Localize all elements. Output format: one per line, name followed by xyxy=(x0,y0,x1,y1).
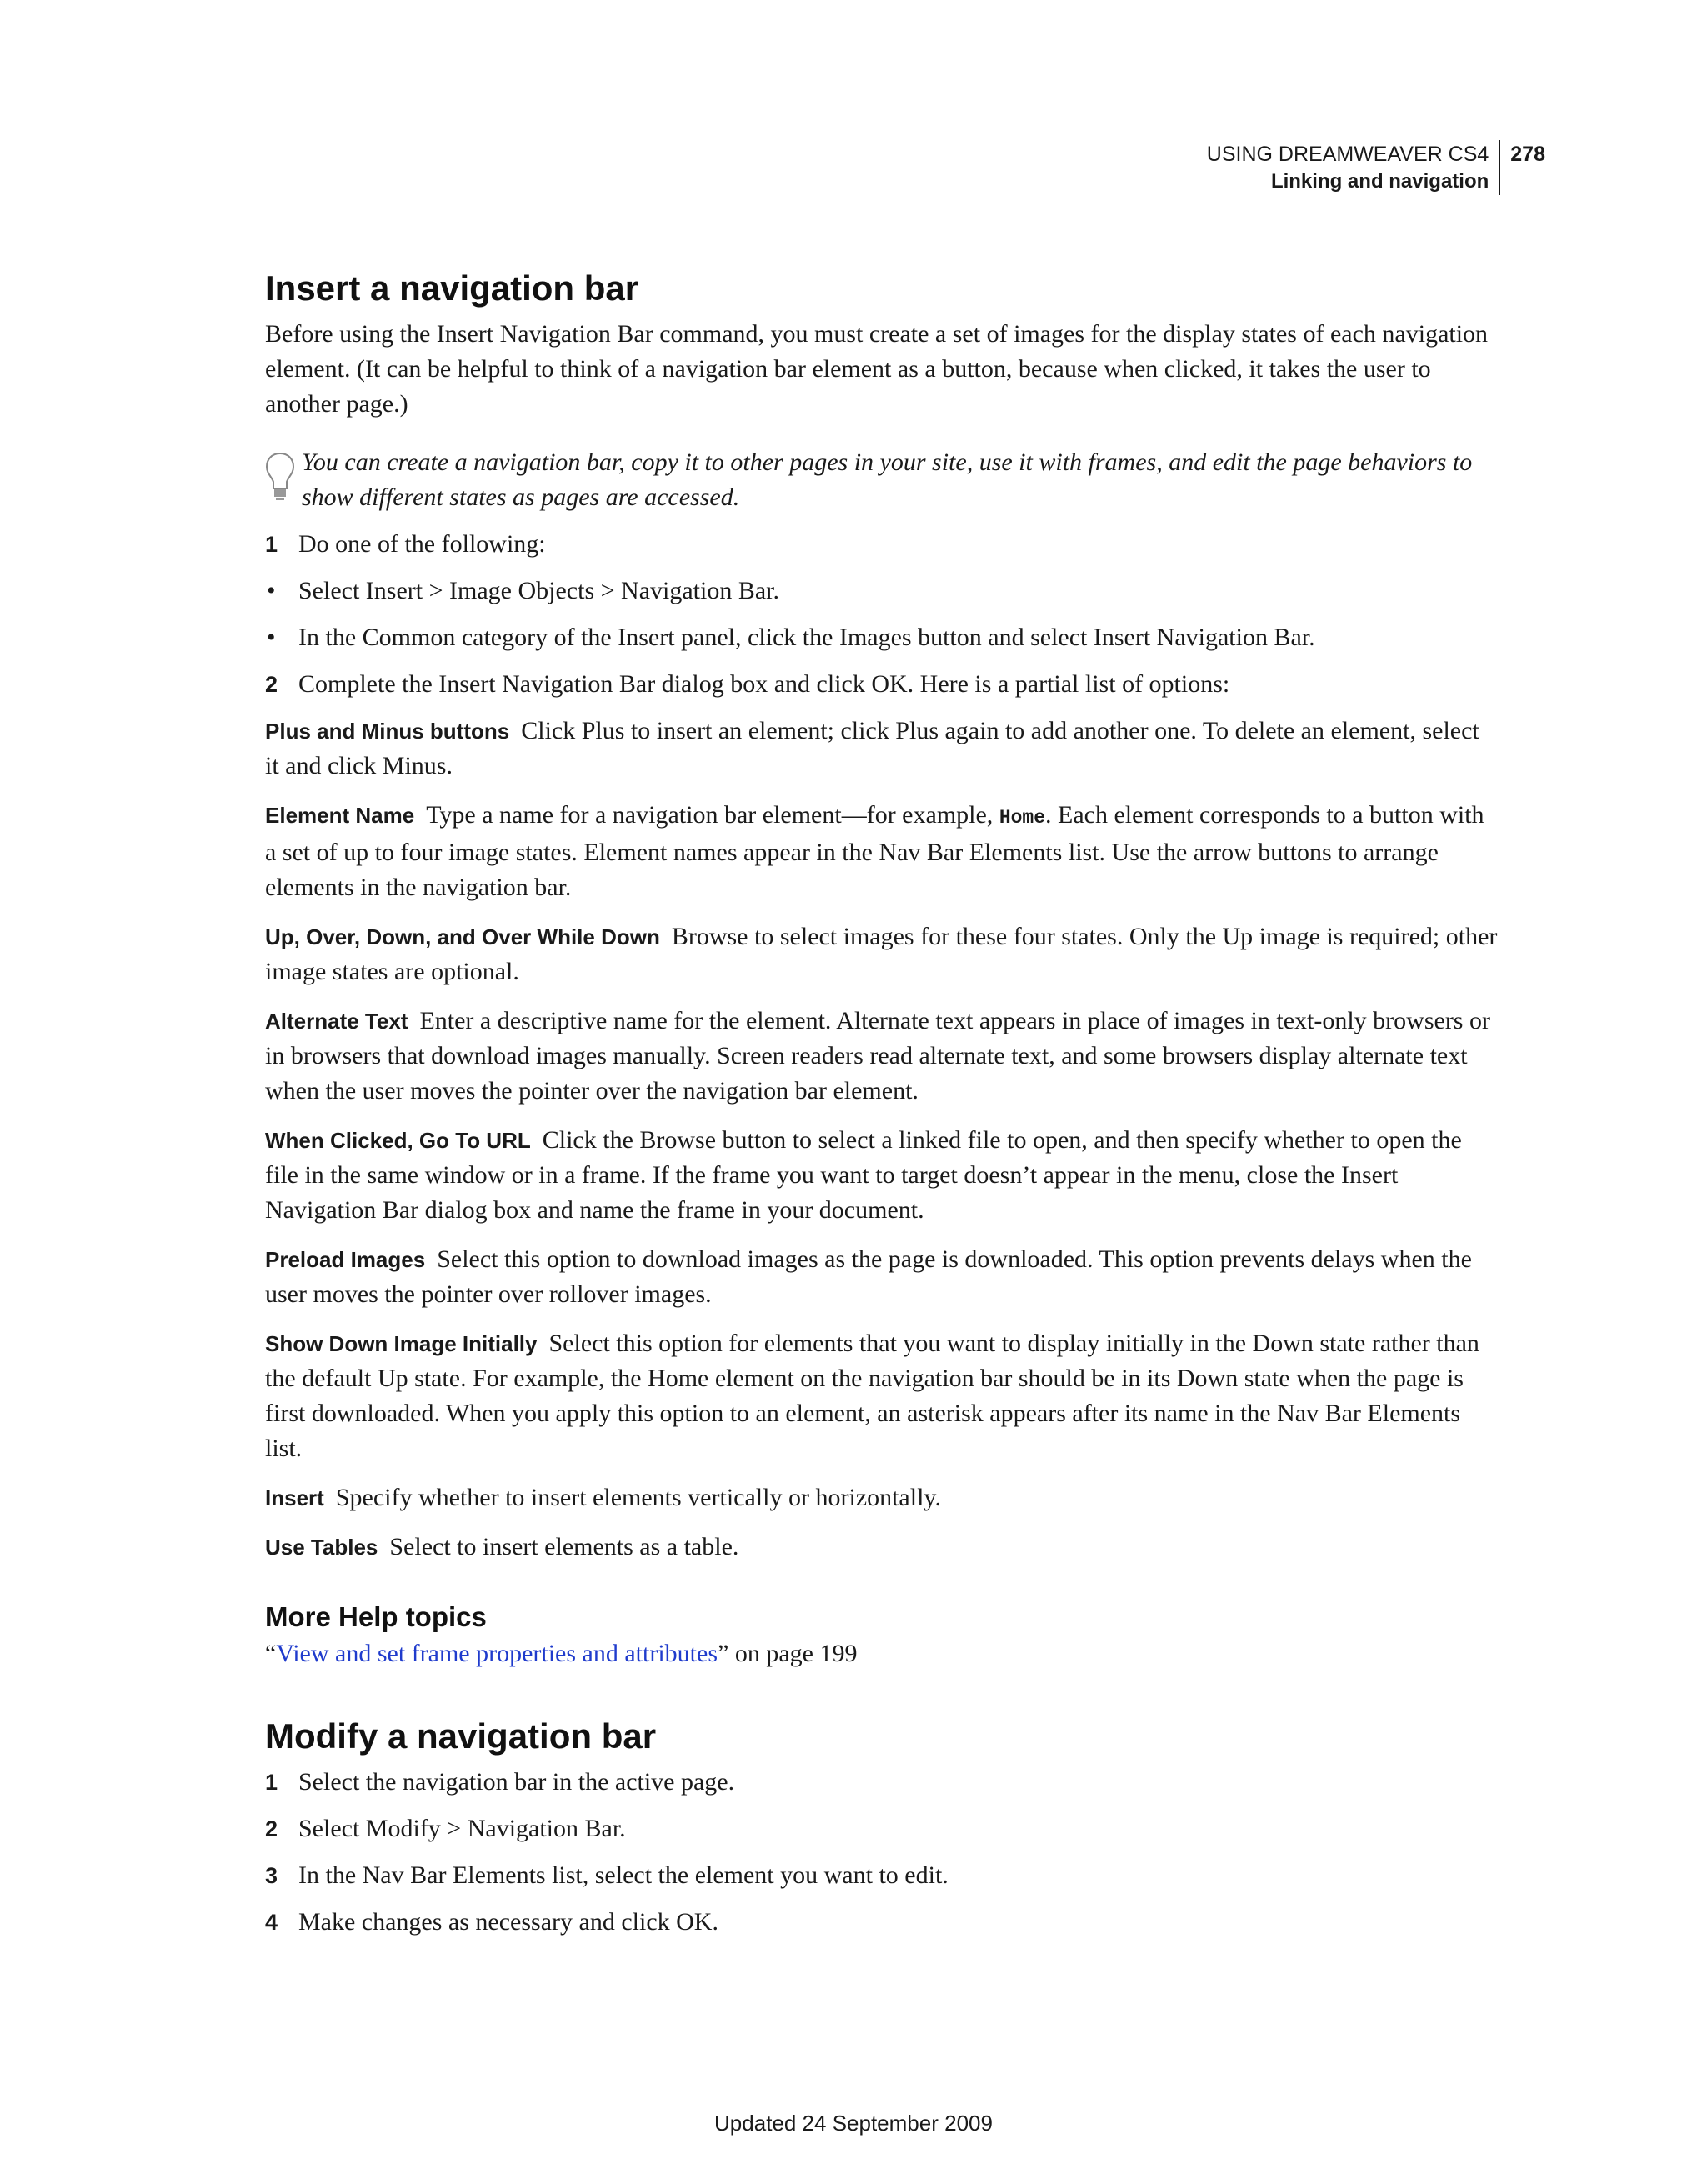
step-text: In the Nav Bar Elements list, select the element you want to edit. xyxy=(298,1861,949,1889)
step-number: 1 xyxy=(265,532,278,557)
doc-title: USING DREAMWEAVER CS4 xyxy=(1206,143,1489,166)
tip-text: You can create a navigation bar, copy it to other pages in your site, use it with frames, and edit the page behaviors to show different states as pages are accessed. xyxy=(302,448,1473,511)
option-term: Plus and Minus buttons xyxy=(265,719,510,744)
option-desc: Enter a descriptive name for the element. Alternate text appears in place of images in text-only browsers or in browsers that download images manually. Screen readers read alternate text, and some browsers display alternate text when the user moves the pointer over the navigation bar element. xyxy=(265,1007,1490,1105)
option-when-clicked-url xyxy=(265,1123,1499,1228)
option-desc-after: . Each element corresponds to a button with a set of up to four image states. Element names appear in the Nav Bar Elements list. Use the arrow buttons to arrange elements in the navigation bar. xyxy=(265,801,1484,901)
lightbulb-icon xyxy=(265,452,295,502)
bullet-dot: • xyxy=(267,577,276,604)
page-reference: ” on page 199 xyxy=(718,1640,858,1667)
option-term: Show Down Image Initially xyxy=(265,1331,538,1356)
step-number: 1 xyxy=(265,1770,278,1795)
step-text: Do one of the following: xyxy=(298,530,546,558)
option-desc: Click Plus to insert an element; click Plus again to add another one. To delete an element, select it and click Minus. xyxy=(265,717,1479,779)
option-term: Alternate Text xyxy=(265,1009,408,1034)
tip-note xyxy=(265,445,1499,515)
option-alternate-text xyxy=(265,1004,1499,1109)
code-sample: Home xyxy=(999,807,1046,829)
step-text: Make changes as necessary and click OK. xyxy=(298,1908,718,1936)
frame-properties-link[interactable]: View and set frame properties and attributes xyxy=(276,1640,718,1667)
step-text: Select Modify > Navigation Bar. xyxy=(298,1815,626,1842)
option-desc: Select this option for elements that you want to display initially in the Down state rather than the default Up state. For example, the Home element on the navigation bar should be in its Down state when the page is first downloaded. When you apply this option to an element, an asterisk appears after its name in the Nav Bar Elements list. xyxy=(265,1330,1479,1462)
more-help-title: More Help topics xyxy=(265,1601,487,1632)
step-number: 2 xyxy=(265,672,278,697)
open-quote: “ xyxy=(265,1640,277,1667)
main-content xyxy=(265,265,1499,1951)
bullet-dot: • xyxy=(267,624,276,651)
option-term: When Clicked, Go To URL xyxy=(265,1128,531,1153)
option-desc-before: Type a name for a navigation bar element—for example, xyxy=(426,801,994,829)
option-plus-minus-buttons xyxy=(265,714,1499,784)
option-desc: Select to insert elements as a table. xyxy=(389,1533,739,1560)
modify-step-2 xyxy=(265,1811,1499,1846)
footer-updated-date: Updated 24 September 2009 xyxy=(714,2111,993,2136)
modify-step-1 xyxy=(265,1765,1499,1800)
modify-step-3 xyxy=(265,1858,1499,1893)
more-help-topics xyxy=(265,1598,1499,1671)
running-header xyxy=(962,140,1545,195)
option-use-tables xyxy=(265,1530,1499,1565)
option-show-down-image xyxy=(265,1326,1499,1466)
step-text: Select the navigation bar in the active page. xyxy=(298,1768,735,1796)
option-term: Element Name xyxy=(265,803,415,828)
option-term: Up, Over, Down, and Over While Down xyxy=(265,924,660,949)
chapter-title: Linking and navigation xyxy=(1270,170,1489,193)
option-term: Preload Images xyxy=(265,1247,426,1272)
modify-step-4 xyxy=(265,1905,1499,1940)
bullet-text: In the Common category of the Insert panel, click the Images button and select Insert Navigation Bar. xyxy=(298,624,1315,651)
step-number: 2 xyxy=(265,1816,278,1841)
option-term: Insert xyxy=(265,1485,324,1510)
option-preload-images xyxy=(265,1242,1499,1312)
option-desc: Browse to select images for these four states. Only the Up image is required; other image states are optional. xyxy=(265,923,1498,985)
option-image-states xyxy=(265,919,1499,989)
help-reference xyxy=(265,1636,1499,1671)
option-desc: Specify whether to insert elements vertically or horizontally. xyxy=(335,1484,941,1511)
bullet-item xyxy=(265,574,1499,609)
header-text xyxy=(1207,140,1500,195)
option-insert xyxy=(265,1480,1499,1515)
intro-paragraph: Before using the Insert Navigation Bar command, you must create a set of images for the display states of each navigation element. (It can be helpful to think of a navigation bar element as a button, because when clicked, it takes the user to another page.) xyxy=(265,320,1489,418)
step-2 xyxy=(265,667,1499,702)
option-element-name xyxy=(265,798,1499,905)
bullet-text: Select Insert > Image Objects > Navigation Bar. xyxy=(298,577,780,604)
option-desc: Click the Browse button to select a linked file to open, and then specify whether to open the file in the same window or in a frame. If the frame you want to target doesn’t appear in the menu, close the Insert Navigation Bar dialog box and name the frame in your document. xyxy=(265,1126,1462,1224)
option-desc: Select this option to download images as the page is downloaded. This option prevents delays when the user moves the pointer over rollover images. xyxy=(265,1245,1472,1308)
page-number: 278 xyxy=(1510,143,1545,166)
bullet-item xyxy=(265,620,1499,655)
step-1 xyxy=(265,527,1499,562)
step-number: 4 xyxy=(265,1910,278,1935)
step-number: 3 xyxy=(265,1863,278,1888)
section-title-modify-nav-bar: Modify a navigation bar xyxy=(265,1716,657,1756)
section-title-insert-nav-bar: Insert a navigation bar xyxy=(265,268,639,308)
option-term: Use Tables xyxy=(265,1535,378,1560)
step-text: Complete the Insert Navigation Bar dialog box and click OK. Here is a partial list of options: xyxy=(298,670,1230,698)
